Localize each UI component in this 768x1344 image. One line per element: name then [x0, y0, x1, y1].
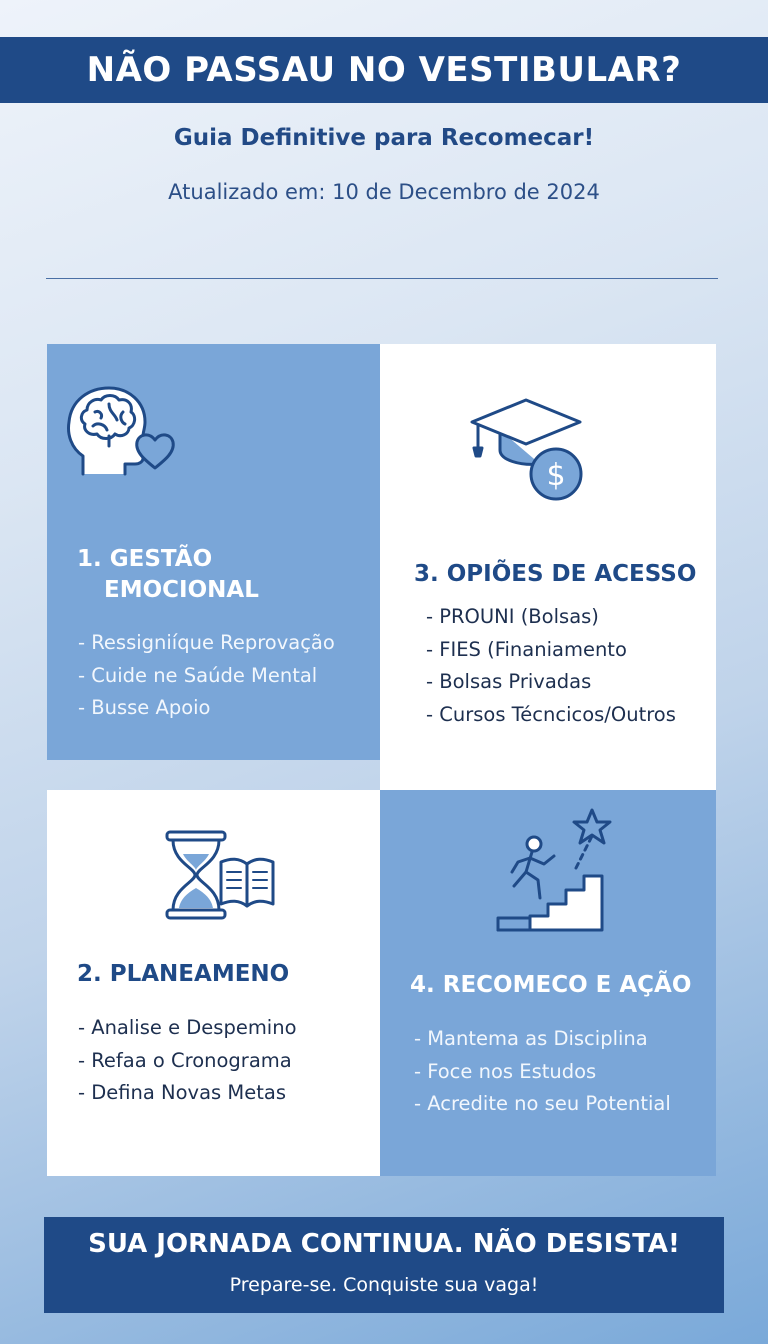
guide-grid	[47, 344, 716, 1176]
list-item: - FIES (Finaniamento	[426, 637, 627, 661]
section-restart-list	[414, 1023, 671, 1121]
section-emotional-title-line2: EMOCIONAL	[104, 577, 259, 603]
section-restart-title: 4. RECOMECO E AÇÃO	[410, 972, 692, 998]
brain-heart-icon	[65, 386, 181, 478]
list-item: - Cuide ne Saúde Mental	[78, 663, 318, 687]
updated-date: Atualizado em: 10 de Decembro de 2024	[168, 180, 600, 204]
section-emotional-title	[77, 544, 259, 606]
section-emotional-list	[78, 627, 335, 725]
list-item: - Refaa o Cronograma	[78, 1048, 292, 1072]
svg-text:$: $	[546, 458, 566, 493]
list-item: - Bolsas Privadas	[426, 670, 592, 693]
list-item: - Defina Novas Metas	[78, 1081, 286, 1104]
list-item: - PROUNI (Bolsas)	[426, 605, 599, 628]
list-item: - Ressigniíque Reprovação	[78, 631, 335, 654]
section-planning-list	[78, 1012, 297, 1110]
section-emotional-title-line1: 1. GESTÃO	[77, 546, 213, 572]
list-item: - Analise e Despemino	[78, 1016, 297, 1039]
page-title: NÃO PASSAU NO VESTIBULAR?	[86, 50, 682, 90]
stairs-climber-star-icon	[494, 806, 614, 934]
page-subtitle: Guia Definitive para Recomecar!	[173, 125, 595, 151]
section-restart	[380, 790, 716, 1176]
section-access-title: 3. OPIÕES DE ACESSO	[414, 561, 697, 587]
section-emotional	[47, 344, 381, 760]
section-access-list	[426, 601, 676, 731]
section-planning	[47, 790, 381, 1176]
hourglass-book-icon	[165, 830, 277, 922]
list-item: - Mantema as Disciplina	[414, 1027, 648, 1050]
footer-banner	[44, 1217, 724, 1313]
graduation-cap-money-icon	[470, 398, 590, 504]
list-item: - Cursos Técncicos/Outros	[426, 702, 676, 726]
divider	[46, 278, 718, 279]
list-item: - Acredite no seu Potential	[414, 1092, 671, 1115]
list-item: - Foce nos Estudos	[414, 1059, 597, 1083]
footer-headline: SUA JORNADA CONTINUA. NÃO DESISTA!	[88, 1229, 680, 1259]
section-planning-title: 2. PLANEAMENO	[77, 961, 290, 987]
section-access	[380, 344, 716, 790]
list-item: - Busse Apoio	[78, 696, 211, 719]
footer-tagline: Prepare-se. Conquiste sua vaga!	[229, 1274, 539, 1296]
title-banner	[0, 37, 768, 103]
